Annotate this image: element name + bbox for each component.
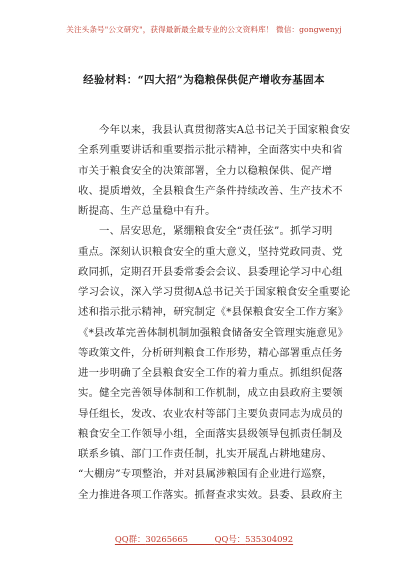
body-line: 一、居安思危，紧绷粮食安全“责任弦”。抓学习明 [99,225,333,238]
body-line: 《*县改革完善体制机制加强粮食储备安全管理实施意见》 [78,326,349,339]
body-line: 全力推进各项工作落实。抓督查求实效。县委、县政府主 [78,488,343,501]
body-line: 政同抓，定期召开县委常委会会议、县委理论学习中心组 [78,265,343,278]
body-line: 重点。深刻认识粮食安全的重大意义，坚持党政同责、党 [78,245,343,258]
body-line: 实。健全完善领导体制和工作机制，成立由县政府主要领 [78,387,343,400]
body-line: “大棚房”专项整治，并对县属涉粮国有企业进行巡察， [78,468,333,481]
body-line: 学习会议，深入学习贯彻A总书记关于国家粮食安全重要论 [78,286,351,298]
qq-group-label: QQ群： [114,534,146,544]
body-line: 全系列重要讲话和重要指示批示精神，全面落实中央和省 [78,144,343,157]
qq-number-value: 535304092 [245,534,294,544]
qq-group-number: 30265665 [145,534,189,544]
body-line: 今年以来，我县认真贯彻落实A总书记关于国家粮食安 [99,124,351,136]
document-body [78,120,358,505]
body-line: 导任组长，发改、农业农村等部门主要负责同志为成员的 [78,407,343,420]
body-line: 断提高、生产总量稳中有升。 [78,205,216,217]
body-line: 述和指示批示精神，研究制定《*县保粮食安全工作方案》 [78,306,349,319]
body-line: 联系乡镇、部门工作责任制，扎实开展乱占耕地建房、 [78,448,333,460]
body-line: 等政策文件，分析研判粮食工作形势，精心部署重点任务 [78,346,343,359]
body-line: 收、提质增效，全县粮食生产条件持续改善、生产技术不 [78,184,343,197]
qq-number-label: QQ号： [214,534,246,544]
body-line: 市关于粮食安全的决策部署，全力以稳粮保供、促产增 [78,164,333,177]
document-title: 经验材料：“四大招”为稳粮保供促产增收夯基固本 [83,74,325,86]
body-line: 进一步明确了全县粮食安全工作的着力重点。抓组织促落 [78,367,343,379]
footer-contact [0,533,408,545]
header-banner: 关注头条号"公文研究"，获得最新最全最专业的公文资料库！ 微信：gongwenyj [66,25,342,34]
body-line: 粮食安全工作领导小组，全面落实县级领导包抓责任制及 [78,427,343,440]
